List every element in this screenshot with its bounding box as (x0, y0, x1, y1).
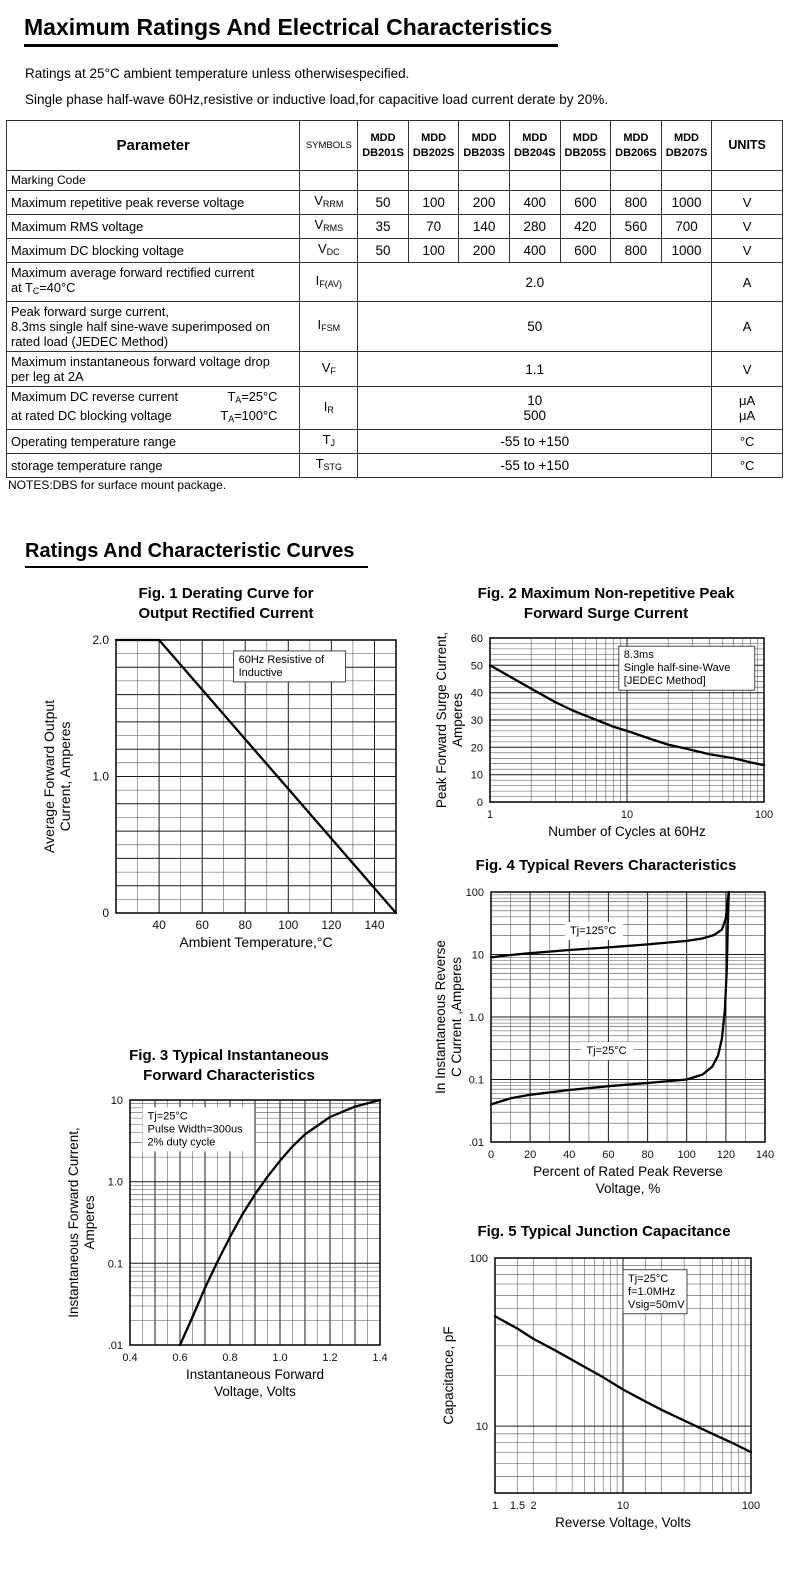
figure-4 (430, 856, 782, 1206)
svg-text:60Hz Resistive of: 60Hz Resistive of (238, 653, 325, 666)
table-row (7, 302, 783, 352)
svg-text:2.0: 2.0 (92, 633, 109, 647)
unit-cell: V (712, 239, 783, 263)
svg-text:0: 0 (476, 797, 483, 809)
marking-empty-cell (358, 171, 409, 191)
figure-title-line: Fig. 2 Maximum Non-repetitive Peak (477, 585, 735, 602)
value-cell: 140 (459, 215, 510, 239)
fig5-plot (439, 1248, 769, 1549)
svg-text:10: 10 (471, 949, 484, 962)
table-row (7, 263, 783, 302)
symbol-cell: $T_{STG}$ (300, 454, 358, 478)
value-cell: 700 (661, 215, 712, 239)
figure-1-chart (26, 630, 426, 977)
ratings-table (6, 120, 783, 478)
svg-text:80: 80 (238, 918, 252, 932)
marking-code-label: Marking Code (7, 171, 300, 191)
symbol-cell: $V_{RRM}$ (300, 191, 358, 215)
svg-text:1.0: 1.0 (92, 769, 109, 784)
svg-text:Pulse Width=300us: Pulse Width=300us (147, 1123, 243, 1136)
parameter-cell: Maximum repetitive peak reverse voltage (7, 191, 300, 215)
marking-empty-cell (459, 171, 510, 191)
fig4-annotation-1 (581, 1042, 633, 1060)
value-cell: 100 (408, 191, 459, 215)
unit-cell: °C (712, 454, 783, 478)
figure-4-chart (430, 882, 782, 1206)
table-row (7, 454, 783, 478)
svg-text:8.3ms: 8.3ms (623, 649, 654, 662)
parameter-cell: Maximum DC blocking voltage (7, 239, 300, 263)
figure-2-chart (430, 630, 782, 850)
symbol-cell: $I_R$ (300, 387, 358, 430)
model-header-db203s: MDD DB203S (459, 121, 510, 171)
value-span-cell: -55 to +150 (358, 454, 712, 478)
svg-text:0.6: 0.6 (172, 1352, 188, 1364)
svg-text:Single half-sine-Wave: Single half-sine-Wave (623, 662, 731, 675)
table-row (7, 387, 783, 430)
svg-text:10: 10 (470, 769, 483, 782)
svg-text:.01: .01 (468, 1137, 484, 1149)
value-cell: 1000 (661, 239, 712, 263)
svg-text:1.0: 1.0 (107, 1176, 123, 1189)
svg-text:100: 100 (465, 887, 484, 899)
parameter-cell: Peak forward surge current, 8.3ms single half sine-wave superimposed on rated load (JEDEC Method) (7, 302, 300, 352)
svg-text:f=1.0MHz: f=1.0MHz (628, 1285, 676, 1298)
svg-text:Voltage, %: Voltage, % (595, 1181, 661, 1196)
parameter-cell: Maximum average forward rectified current at $T_C=40^\circ C$ (7, 263, 300, 302)
value-cell: 100 (408, 239, 459, 263)
value-span-cell: 2.0 (358, 263, 712, 302)
svg-text:C Current ,Amperes: C Current ,Amperes (449, 956, 464, 1078)
figure-1-title (26, 584, 426, 624)
svg-text:60: 60 (195, 918, 209, 932)
svg-text:Average Forward Output: Average Forward Output (41, 699, 57, 854)
value-cell: 400 (509, 239, 560, 263)
svg-text:10: 10 (620, 809, 634, 821)
value-cell: 70 (408, 215, 459, 239)
svg-text:0.4: 0.4 (122, 1352, 138, 1364)
svg-text:20: 20 (523, 1149, 537, 1161)
unit-cell: A (712, 263, 783, 302)
marking-empty-cell (509, 171, 560, 191)
svg-text:100: 100 (754, 809, 774, 821)
table-row (7, 239, 783, 263)
svg-text:Tj=125°C: Tj=125°C (569, 925, 617, 937)
figure-2-title (430, 584, 782, 624)
fig2-plot (432, 630, 780, 850)
marking-empty-cell (408, 171, 459, 191)
svg-text:0.8: 0.8 (222, 1352, 238, 1364)
parameter-cell: storage temperature range (7, 454, 300, 478)
svg-text:0.1: 0.1 (107, 1258, 123, 1271)
figure-2 (430, 584, 782, 850)
unit-cell: A (712, 302, 783, 352)
symbol-cell: $I_{F(AV)}$ (300, 263, 358, 302)
symbol-cell: $T_J$ (300, 430, 358, 454)
table-body (7, 191, 783, 478)
svg-text:1.0: 1.0 (272, 1352, 288, 1364)
fig4-plot (431, 882, 781, 1206)
svg-text:40: 40 (152, 918, 166, 932)
value-cell: 1000 (661, 191, 712, 215)
svg-text:120: 120 (321, 918, 342, 932)
symbol-cell: $V_{RMS}$ (300, 215, 358, 239)
svg-text:Inductive: Inductive (238, 666, 283, 679)
svg-text:50: 50 (470, 660, 483, 673)
svg-text:10: 10 (616, 1500, 630, 1512)
svg-text:Reverse Voltage, Volts: Reverse Voltage, Volts (555, 1515, 691, 1530)
svg-text:Peak Forward Surge Current,: Peak Forward Surge Current, (434, 631, 449, 809)
svg-text:Instantaneous Forward Current,: Instantaneous Forward Current, (66, 1127, 81, 1318)
svg-text:60: 60 (602, 1149, 615, 1161)
unit-cell: μA μA (712, 387, 783, 430)
value-cell: 280 (509, 215, 560, 239)
svg-text:10: 10 (475, 1421, 488, 1434)
table-row (7, 215, 783, 239)
value-cell: 800 (611, 191, 662, 215)
table-header-row (7, 121, 783, 171)
value-cell: 50 (358, 239, 409, 263)
units-header: UNITS (712, 121, 783, 171)
svg-text:0: 0 (102, 906, 109, 920)
svg-text:80: 80 (641, 1149, 654, 1161)
fig3-annotation-0 (143, 1107, 255, 1151)
svg-text:.01: .01 (107, 1340, 123, 1352)
svg-text:1.0: 1.0 (468, 1012, 484, 1024)
table-row (7, 352, 783, 387)
figure-5-title (434, 1222, 774, 1242)
value-span-cell: 10 500 (358, 387, 712, 430)
svg-text:100: 100 (278, 918, 299, 932)
svg-text:Tj=25°C: Tj=25°C (628, 1272, 669, 1285)
fig1-annotation-0 (234, 651, 346, 682)
value-cell: 800 (611, 239, 662, 263)
fig4-annotation-0 (565, 922, 623, 940)
svg-text:100: 100 (677, 1149, 696, 1161)
value-span-cell: 50 (358, 302, 712, 352)
figure-title-line: Fig. 1 Derating Curve for (138, 585, 314, 602)
figure-1 (26, 584, 426, 977)
fig2-annotation-0 (619, 646, 755, 690)
symbols-header: SYMBOLS (300, 121, 358, 171)
fig3-plot (64, 1092, 394, 1405)
value-span-cell: -55 to +150 (358, 430, 712, 454)
ratings-note-1: Ratings at 25°C ambient temperature unless otherwisespecified. (25, 66, 410, 81)
svg-text:1.5: 1.5 (509, 1500, 526, 1512)
svg-text:In Instantaneous Reverse: In Instantaneous Reverse (433, 940, 448, 1094)
svg-text:140: 140 (364, 918, 385, 932)
value-cell: 600 (560, 191, 611, 215)
svg-text:0: 0 (487, 1149, 495, 1161)
table-row (7, 430, 783, 454)
model-header-db207s: MDD DB207S (661, 121, 712, 171)
section-title-curves: Ratings And Characteristic Curves (25, 540, 368, 568)
svg-text:140: 140 (755, 1149, 775, 1161)
unit-cell: V (712, 352, 783, 387)
svg-text:Ambient Temperature,°C: Ambient Temperature,°C (179, 934, 333, 950)
model-header-db202s: MDD DB202S (408, 121, 459, 171)
figure-5 (434, 1222, 774, 1549)
value-span-cell: 1.1 (358, 352, 712, 387)
figure-title-line: Forward Surge Current (523, 605, 689, 622)
symbol-cell: $V_{DC}$ (300, 239, 358, 263)
parameter-cell: Maximum DC reverse current $T_A=25^\circ C$ at rated DC blocking voltage $T_A=100^\circ C$ (7, 387, 300, 430)
model-header-db205s: MDD DB205S (560, 121, 611, 171)
value-cell: 50 (358, 191, 409, 215)
figure-3-title (34, 1046, 424, 1086)
figure-3 (34, 1046, 424, 1405)
svg-text:10: 10 (110, 1095, 123, 1107)
model-header-db201s: MDD DB201S (358, 121, 409, 171)
marking-code-row (7, 171, 783, 191)
svg-text:1.4: 1.4 (372, 1352, 388, 1364)
svg-text:Instantaneous Forward: Instantaneous Forward (185, 1367, 325, 1382)
marking-empty-cell (560, 171, 611, 191)
figure-4-title (430, 856, 782, 876)
parameter-header: Parameter (7, 121, 300, 171)
model-header-db206s: MDD DB206S (611, 121, 662, 171)
parameter-cell: Maximum RMS voltage (7, 215, 300, 239)
model-header-db204s: MDD DB204S (509, 121, 560, 171)
svg-text:Capacitance, pF: Capacitance, pF (441, 1326, 456, 1425)
value-cell: 420 (560, 215, 611, 239)
page-title: Maximum Ratings And Electrical Characteristics (24, 14, 558, 47)
svg-text:30: 30 (470, 715, 483, 727)
marking-empty-cell (300, 171, 358, 191)
figure-title-line: Forward Characteristics (143, 1067, 315, 1084)
svg-text:0.1: 0.1 (468, 1074, 484, 1087)
value-cell: 560 (611, 215, 662, 239)
svg-text:40: 40 (470, 687, 483, 700)
parameter-cell: Operating temperature range (7, 430, 300, 454)
ratings-note-2: Single phase half-wave 60Hz,resistive or inductive load,for capacitive load current derate by 20%. (25, 92, 609, 107)
parameter-cell: Maximum instantaneous forward voltage drop per leg at 2A (7, 352, 300, 387)
symbol-cell: $V_F$ (300, 352, 358, 387)
unit-cell: °C (712, 430, 783, 454)
svg-text:Amperes: Amperes (450, 692, 465, 748)
marking-empty-cell (661, 171, 712, 191)
svg-text:120: 120 (716, 1149, 736, 1161)
fig5-annotation-0 (623, 1270, 687, 1314)
value-cell: 400 (509, 191, 560, 215)
svg-text:Amperes: Amperes (82, 1195, 97, 1250)
marking-empty-cell (712, 171, 783, 191)
svg-text:100: 100 (469, 1253, 488, 1265)
svg-text:Tj=25°C: Tj=25°C (586, 1045, 627, 1057)
svg-text:Vsig=50mV: Vsig=50mV (628, 1298, 685, 1311)
svg-text:60: 60 (470, 633, 483, 645)
table-row (7, 191, 783, 215)
svg-text:40: 40 (563, 1149, 576, 1161)
svg-text:Voltage, Volts: Voltage, Volts (214, 1384, 296, 1399)
figure-3-chart (34, 1092, 424, 1405)
marking-empty-cell (611, 171, 662, 191)
fig1-plot (40, 630, 412, 977)
svg-text:1: 1 (486, 809, 494, 821)
figure-title-line: Output Rectified Current (138, 605, 314, 622)
svg-text:1.2: 1.2 (322, 1352, 338, 1364)
svg-text:20: 20 (470, 742, 483, 755)
unit-cell: V (712, 191, 783, 215)
svg-text:2: 2 (530, 1500, 537, 1512)
symbol-cell: $I_{FSM}$ (300, 302, 358, 352)
svg-text:Number of Cycles at 60Hz: Number of Cycles at 60Hz (548, 824, 706, 839)
svg-text:Tj=25°C: Tj=25°C (147, 1110, 188, 1123)
svg-text:2% duty cycle: 2% duty cycle (147, 1136, 216, 1149)
figure-title-line: Fig. 5 Typical Junction Capacitance (477, 1223, 731, 1240)
figure-5-chart (434, 1248, 774, 1549)
svg-text:Current, Amperes: Current, Amperes (57, 721, 73, 832)
value-cell: 600 (560, 239, 611, 263)
unit-cell: V (712, 215, 783, 239)
value-cell: 200 (459, 239, 510, 263)
value-cell: 200 (459, 191, 510, 215)
figure-title-line: Fig. 3 Typical Instantaneous (129, 1047, 329, 1064)
svg-text:100: 100 (741, 1500, 761, 1512)
svg-text:1: 1 (491, 1500, 499, 1512)
svg-text:[JEDEC Method]: [JEDEC Method] (623, 675, 706, 688)
figure-title-line: Fig. 4 Typical Revers Characteristics (475, 857, 737, 874)
svg-text:Percent of Rated Peak Reverse: Percent of Rated Peak Reverse (533, 1164, 723, 1179)
value-cell: 35 (358, 215, 409, 239)
table-footnote: NOTES:DBS for surface mount package. (8, 478, 227, 492)
